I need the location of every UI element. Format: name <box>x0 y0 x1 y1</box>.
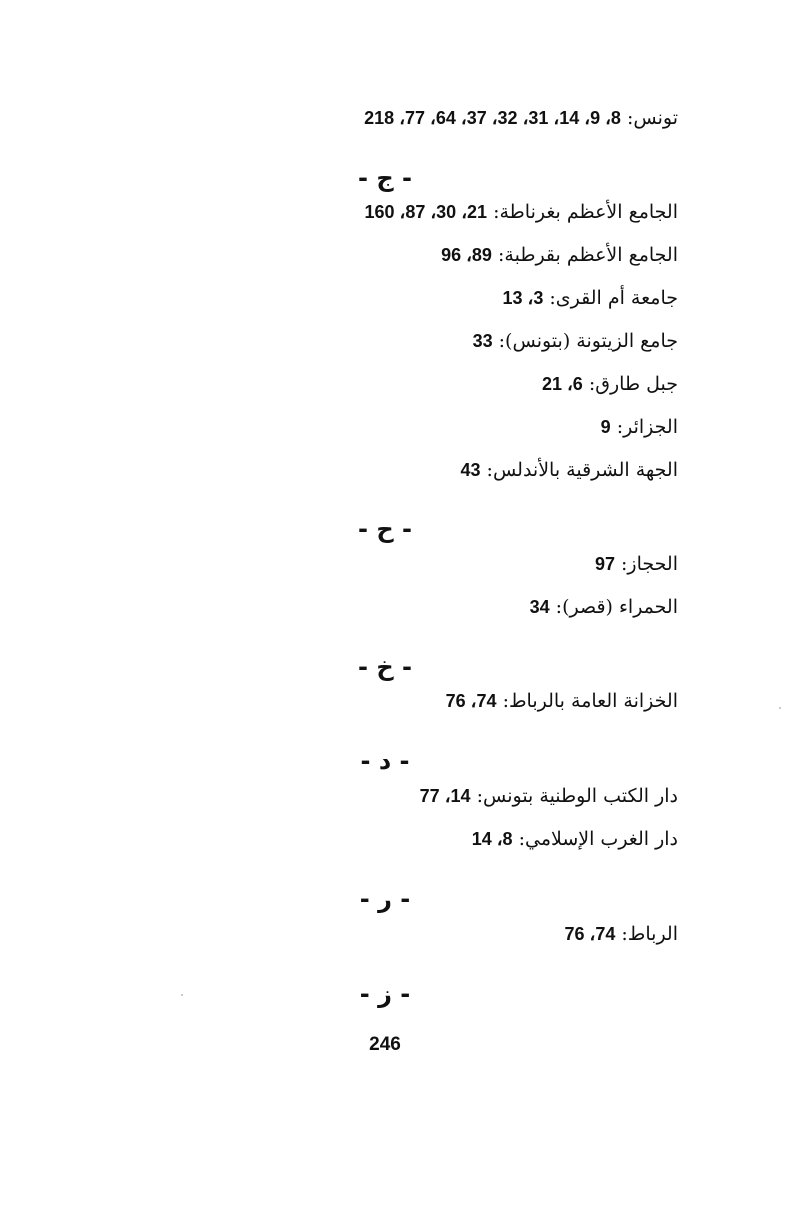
entry-name: الجامع الأعظم بغرناطة: <box>493 201 678 223</box>
section-heading: - ج - <box>358 164 412 192</box>
entry-name: دار الكتب الوطنية بتونس: <box>476 785 678 807</box>
entry-pages: 34 <box>529 597 550 617</box>
entry-name: الجزائر: <box>616 416 678 438</box>
entry-name: جامعة أم القرى: <box>549 287 678 309</box>
section-heading: - د - <box>360 747 410 775</box>
entry-pages: 97 <box>594 554 615 574</box>
scan-speck <box>779 707 781 709</box>
index-entry <box>542 372 678 396</box>
entry-name: الحمراء (قصر): <box>555 596 678 618</box>
index-entry <box>472 827 678 851</box>
index-entry <box>473 329 678 353</box>
index-entry <box>530 595 678 619</box>
index-entry <box>420 784 678 808</box>
entry-pages: 3، 13 <box>502 288 544 308</box>
entry-pages: 74، 76 <box>564 924 616 944</box>
entry-name: الخزانة العامة بالرباط: <box>502 690 678 712</box>
entry-name: الجهة الشرقية بالأندلس: <box>486 459 678 481</box>
index-entry <box>460 458 678 482</box>
index-entry <box>364 200 678 224</box>
entry-name: جبل طارق: <box>588 373 678 395</box>
entry-name: الجامع الأعظم بقرطبة: <box>498 244 678 266</box>
entry-name: الحجاز: <box>621 553 678 575</box>
entry-pages: 21، 30، 87، 160 <box>364 202 488 222</box>
entry-pages: 6، 21 <box>541 374 583 394</box>
index-entry <box>595 552 678 576</box>
section-heading: - ر - <box>359 885 411 913</box>
section-heading: - خ - <box>358 653 412 681</box>
section-heading: - ز - <box>359 980 411 1008</box>
entry-name: الرباط: <box>621 923 678 945</box>
entry-name: جامع الزيتونة (بتونس): <box>498 330 678 352</box>
entry-pages: 14، 77 <box>419 786 471 806</box>
entry-pages: 74، 76 <box>445 691 497 711</box>
entry-pages: 43 <box>460 460 481 480</box>
entry-pages: 8، 9، 14، 31، 32، 37، 64، 77، 218 <box>364 108 621 128</box>
section-heading: - ح - <box>358 515 412 543</box>
entry-pages: 89، 96 <box>441 245 492 265</box>
entry-name: دار الغرب الإسلامي: <box>518 828 678 850</box>
index-entry <box>364 106 678 130</box>
index-entry <box>441 243 678 267</box>
entry-pages: 8، 14 <box>471 829 513 849</box>
index-entry <box>601 415 678 439</box>
index-entry <box>446 689 678 713</box>
entry-pages: 33 <box>472 331 493 351</box>
index-entry <box>502 286 678 310</box>
page-number: 246 <box>369 1034 401 1055</box>
entry-name: تونس: <box>626 107 678 129</box>
index-entry <box>564 922 678 946</box>
scan-speck <box>181 994 183 996</box>
entry-pages: 9 <box>600 417 611 437</box>
